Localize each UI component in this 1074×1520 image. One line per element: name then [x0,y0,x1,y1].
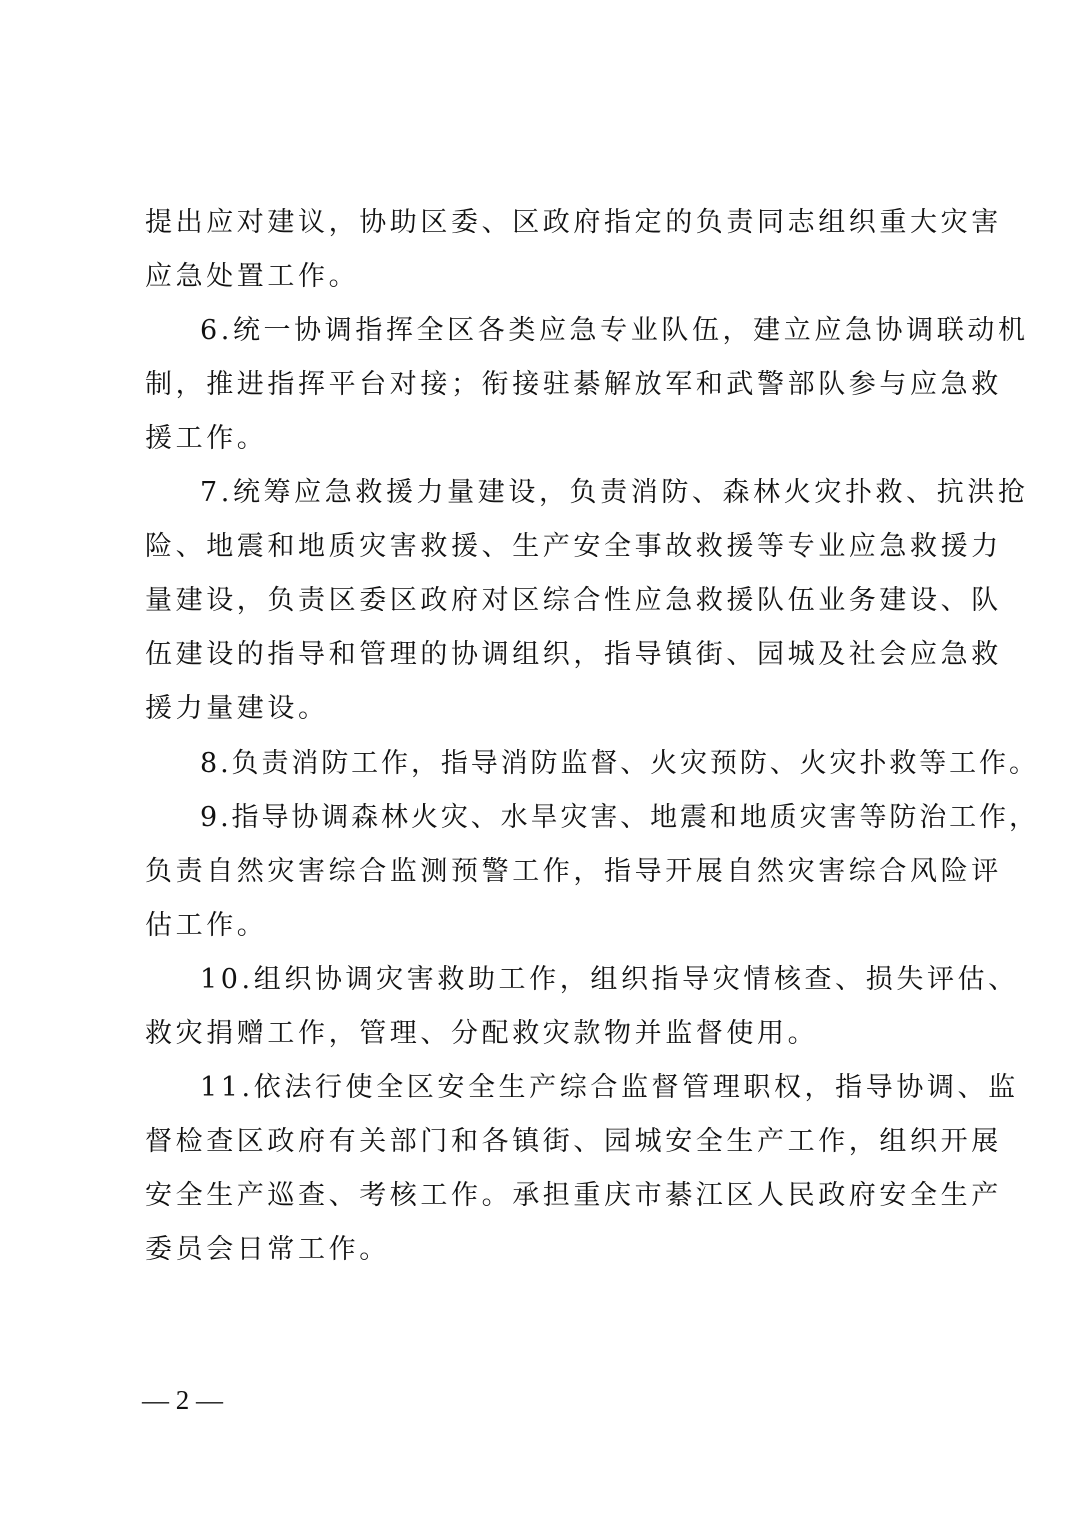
text-line-3: 6.统一协调指挥全区各类应急专业队伍，建立应急协调联动机 [200,315,1029,346]
text-line-8: 量建设，负责区委区政府对区综合性应急救援队伍业务建设、队 [145,585,1002,616]
text-line-15: 10.组织协调灾害救助工作，组织指导灾情核查、损失评估、 [200,964,1019,995]
text-line-9: 伍建设的指导和管理的协调组织，指导镇街、园城及社会应急救 [145,639,1002,670]
text-line-12: 9.指导协调森林火灾、水旱灾害、地震和地质灾害等防治工作， [200,802,1039,833]
text-line-18: 督检查区政府有关部门和各镇街、园城安全生产工作，组织开展 [145,1126,1002,1157]
text-line-13: 负责自然灾害综合监测预警工作，指导开展自然灾害综合风险评 [145,856,1002,887]
text-line-2: 应急处置工作。 [145,261,360,292]
text-line-10: 援力量建设。 [145,693,329,724]
text-line-14: 估工作。 [145,910,268,941]
text-line-20: 委员会日常工作。 [145,1234,390,1265]
text-line-16: 救灾捐赠工作，管理、分配救灾款物并监督使用。 [145,1018,819,1049]
text-line-11: 8.负责消防工作，指导消防监督、火灾预防、火灾扑救等工作。 [200,748,1039,779]
text-line-17: 11.依法行使全区安全生产综合监督管理职权，指导协调、监 [200,1072,1019,1103]
page-number: — 2 — [142,1385,223,1415]
text-line-5: 援工作。 [145,423,268,454]
text-line-7: 险、地震和地质灾害救援、生产安全事故救援等专业应急救援力 [145,531,1002,562]
text-line-6: 7.统筹应急救援力量建设，负责消防、森林火灾扑救、抗洪抢 [200,477,1029,508]
text-line-1: 提出应对建议，协助区委、区政府指定的负责同志组织重大灾害 [145,207,1002,238]
text-line-4: 制，推进指挥平台对接；衔接驻綦解放军和武警部队参与应急救 [145,369,1002,400]
text-line-19: 安全生产巡查、考核工作。承担重庆市綦江区人民政府安全生产 [145,1180,1002,1211]
